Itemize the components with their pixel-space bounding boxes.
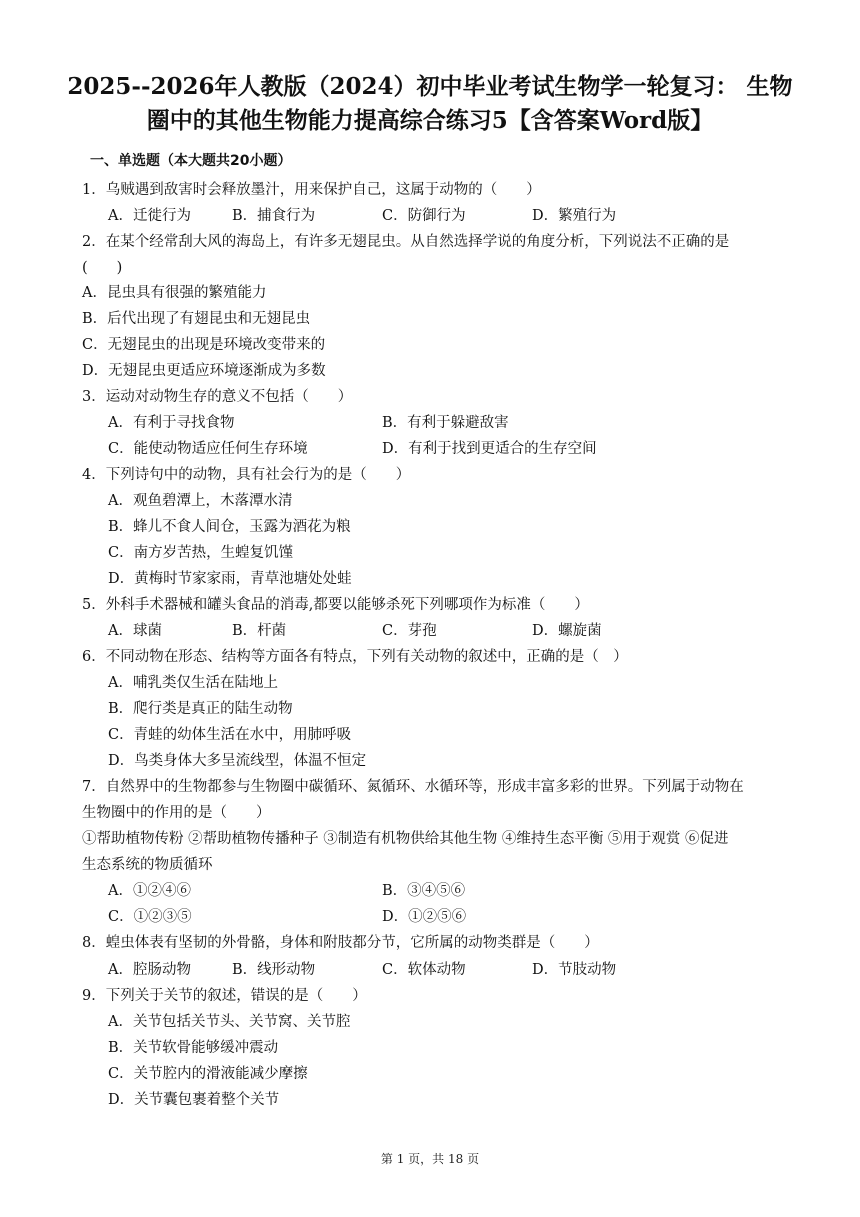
q6-option-c: C．青蛙的幼体生活在水中，用肺呼吸 xyxy=(108,727,352,743)
q9-stem: 9．下列关于关节的叙述，错误的是（ ） xyxy=(82,988,367,1004)
q1-option-b: B．捕食行为 xyxy=(232,208,316,224)
q6-option-d: D．鸟类身体大多呈流线型，体温不恒定 xyxy=(108,753,367,769)
q5-option-b: B．杆菌 xyxy=(232,623,287,639)
q4-stem: 4．下列诗句中的动物，具有社会行为的是（ ） xyxy=(82,467,411,483)
q2-option-a: A．昆虫具有很强的繁殖能力 xyxy=(82,285,267,301)
q5-option-c: C．芽孢 xyxy=(382,623,437,639)
q4-option-d: D．黄梅时节家家雨，青草池塘处处蛙 xyxy=(108,571,352,587)
q9-option-d: D．关节囊包裹着整个关节 xyxy=(108,1092,280,1108)
q3-option-b: B．有利于躲避敌害 xyxy=(382,415,509,431)
q3-option-c: C．能使动物适应任何生存环境 xyxy=(108,441,308,457)
q9-option-c: C．关节腔内的滑液能减少摩擦 xyxy=(108,1066,308,1082)
q8-option-b: B．线形动物 xyxy=(232,962,316,978)
q6-stem: 6．不同动物在形态、结构等方面各有特点，下列有关动物的叙述中，正确的是（ ） xyxy=(82,649,628,665)
q6-option-a: A．哺乳类仅生活在陆地上 xyxy=(108,675,278,691)
q9-option-a: A．关节包括关节头、关节窝、关节腔 xyxy=(108,1014,351,1030)
section-heading: 一、单选题（本大题共20小题） xyxy=(90,153,292,169)
q2-option-d: D．无翅昆虫更适应环境逐渐成为多数 xyxy=(82,363,326,379)
q1-option-a: A．迁徙行为 xyxy=(108,208,191,224)
q9-option-b: B．关节软骨能够缓冲震动 xyxy=(108,1040,279,1056)
q8-option-c: C．软体动物 xyxy=(382,962,466,978)
q1-stem: 1．乌贼遇到敌害时会释放墨汁，用来保护自己，这属于动物的（ ） xyxy=(82,182,541,198)
q7-stem-line-1: 7．自然界中的生物都参与生物圈中碳循环、氮循环、水循环等，形成丰富多彩的世界。下列属于动物在 xyxy=(82,779,744,795)
q7-stem-line-4: 生态系统的物质循环 xyxy=(82,857,213,873)
q5-stem: 5．外科手术器械和罐头食品的消毒,都要以能够杀死下列哪项作为标准（ ） xyxy=(82,597,589,613)
q2-stem-line-2: ( ) xyxy=(82,260,123,276)
title-line-2: 圈中的其他生物能力提高综合练习5【含答案Word版】 xyxy=(146,107,714,134)
q5-option-a: A．球菌 xyxy=(108,623,162,639)
q3-stem: 3．运动对动物生存的意义不包括（ ） xyxy=(82,389,353,405)
q7-option-c: C．①②③⑤ xyxy=(108,909,192,925)
q4-option-b: B．蜂儿不食人间仓，玉露为酒花为粮 xyxy=(108,519,351,535)
q3-option-d: D．有利于找到更适合的生存空间 xyxy=(382,441,597,457)
q5-option-d: D．螺旋菌 xyxy=(532,623,602,639)
q8-option-a: A．腔肠动物 xyxy=(108,962,191,978)
q7-option-a: A．①②④⑥ xyxy=(108,883,191,899)
q7-stem-line-2: 生物圈中的作用的是（ ） xyxy=(82,805,271,821)
q1-option-d: D．繁殖行为 xyxy=(532,208,617,224)
q8-option-d: D．节肢动物 xyxy=(532,962,617,978)
q7-option-b: B．③④⑤⑥ xyxy=(382,883,466,899)
q2-option-b: B．后代出现了有翅昆虫和无翅昆虫 xyxy=(82,311,311,327)
q6-option-b: B．爬行类是真正的陆生动物 xyxy=(108,701,293,717)
q4-option-c: C．南方岁苦热，生蝗复饥馑 xyxy=(108,545,294,561)
document-title xyxy=(60,70,800,138)
q7-option-d: D．①②⑤⑥ xyxy=(382,909,467,925)
q4-option-a: A．观鱼碧潭上，木落潭水清 xyxy=(108,493,293,509)
q7-stem-line-3: ①帮助植物传粉 ②帮助植物传播种子 ③制造有机物供给其他生物 ④维持生态平衡 ⑤用于观赏 ⑥促进 xyxy=(82,831,729,847)
page-footer: 第 1 页，共 18 页 xyxy=(380,1152,480,1166)
title-line-1: 2025--2026年人教版（2024）初中毕业考试生物学一轮复习： 生物 xyxy=(67,73,793,100)
q1-option-c: C．防御行为 xyxy=(382,208,466,224)
q2-stem-line-1: 2．在某个经常刮大风的海岛上，有许多无翅昆虫。从自然选择学说的角度分析，下列说法不正确的是 xyxy=(82,234,730,250)
q2-option-c: C．无翅昆虫的出现是环境改变带来的 xyxy=(82,337,326,353)
q8-stem: 8．蝗虫体表有坚韧的外骨骼，身体和附肢都分节，它所属的动物类群是（ ） xyxy=(82,935,599,951)
q3-option-a: A．有利于寻找食物 xyxy=(108,415,235,431)
